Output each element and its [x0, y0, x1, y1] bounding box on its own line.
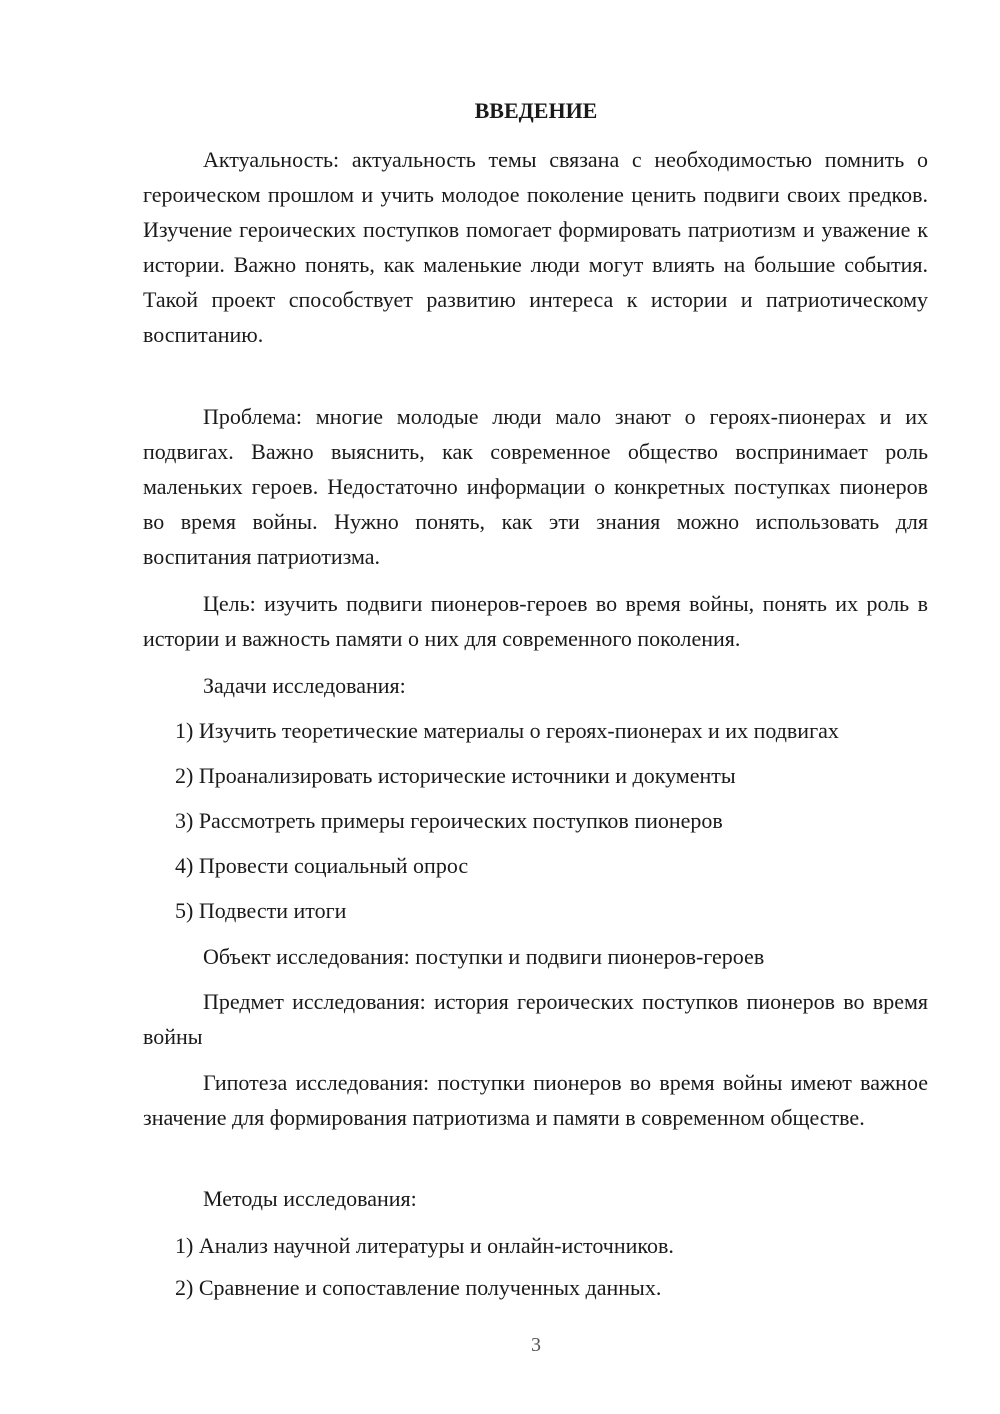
relevance-section	[143, 142, 928, 352]
object-section	[143, 939, 928, 974]
goal-section	[143, 586, 928, 656]
problem-paragraph: Проблема: многие молодые люди мало знают о героях-пионерах и их подвигах. Важно выяснить, как современное общество воспринимает роль маленьких героев. Недостаточно информации о конкретных поступках пионеров во время войны. Нужно понять, как эти знания можно использовать для воспитания патриотизма.	[143, 404, 928, 569]
list-item: 1) Изучить теоретические материалы о героях-пионерах и их подвигах	[175, 718, 839, 743]
object-paragraph: Объект исследования: поступки и подвиги пионеров-героев	[203, 944, 765, 969]
list-item: 1) Анализ научной литературы и онлайн-источников.	[175, 1233, 674, 1258]
tasks-title: Задачи исследования:	[203, 673, 406, 698]
hypothesis-paragraph: Гипотеза исследования: поступки пионеров во время войны имеют важное значение для формирования патриотизма и памяти в современном обществе.	[143, 1070, 928, 1130]
subject-paragraph: Предмет исследования: история героических поступков пионеров во время войны	[143, 989, 928, 1049]
list-item: 5) Подвести итоги	[175, 898, 347, 923]
list-item: 3) Рассмотреть примеры героических поступков пионеров	[175, 808, 723, 833]
page-number: 3	[531, 1334, 541, 1356]
goal-paragraph: Цель: изучить подвиги пионеров-героев во время войны, понять их роль в истории и важность памяти о них для современного поколения.	[143, 591, 928, 651]
list-item: 4) Провести социальный опрос	[175, 853, 469, 878]
subject-section	[143, 984, 928, 1054]
methods-list	[143, 1228, 928, 1305]
tasks-section	[143, 668, 928, 703]
hypothesis-section	[143, 1065, 928, 1135]
list-item: 2) Сравнение и сопоставление полученных данных.	[175, 1275, 662, 1300]
list-item: 2) Проанализировать исторические источники и документы	[175, 763, 736, 788]
problem-section	[143, 399, 928, 574]
page-title: ВВЕДЕНИЕ	[474, 98, 598, 123]
methods-section	[143, 1181, 928, 1216]
methods-title: Методы исследования:	[203, 1186, 417, 1211]
tasks-list	[143, 713, 928, 928]
relevance-paragraph: Актуальность: актуальность темы связана с необходимостью помнить о героическом прошлом и учить молодое поколение ценить подвиги своих предков. Изучение героических поступков помогает формировать патриотизм и уважение к истории. Важно понять, как маленькие люди могут влиять на большие события. Такой проект способствует развитию интереса к истории и патриотическому воспитанию.	[143, 147, 928, 347]
